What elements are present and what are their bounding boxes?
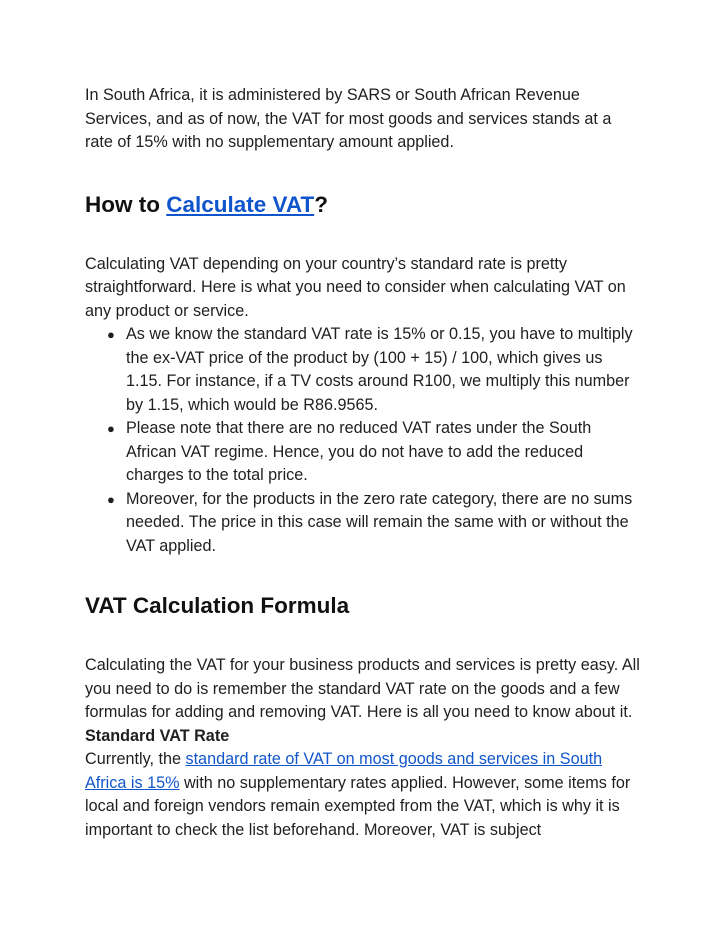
standard-rate-prefix: Currently, the (85, 750, 186, 768)
calculate-vat-link[interactable]: Calculate VAT (166, 191, 315, 217)
standard-rate-link[interactable]: standard rate of VAT on most goods and services in South Africa is 15% (85, 750, 603, 792)
standard-rate-suffix: with no supplementary rates applied. However, some items for local and foreign vendors remain exempted from the VAT, which is why it is important to check the list beforehand. Moreover, VAT is subject (85, 773, 631, 839)
list-item-text: Please note that there are no reduced VAT rates under the South African VAT regime. Hence, you do not have to add the reduced charges to the total price. (126, 419, 592, 484)
bullet-icon: ● (107, 327, 115, 342)
heading-prefix: How to (85, 191, 167, 217)
list-item (85, 417, 641, 488)
standard-vat-rate-subheading: Standard VAT Rate (85, 726, 230, 745)
formula-paragraph: Calculating the VAT for your business products and services is pretty easy. All you need to do is remember the standard VAT rate on the goods and a few formulas for adding and removing VAT. Here is all you need to know about it. (85, 656, 640, 721)
vat-steps-list (85, 323, 641, 558)
list-item-text: As we know the standard VAT rate is 15% or 0.15, you have to multiply the ex-VAT price of the product by (100 + 15) / 100, which gives us 1.15. For instance, if a TV costs around R100, we multiply this number by 1.15, which would be R86.9565. (126, 325, 633, 414)
intro-paragraph: In South Africa, it is administered by SARS or South African Revenue Services, and as of now, the VAT for most goods and services stands at a rate of 15% with no supplementary amount applied. (85, 86, 612, 151)
bullet-icon: ● (107, 421, 115, 436)
list-item-text: Moreover, for the products in the zero rate category, there are no sums needed. The price in this case will remain the same with or without the VAT applied. (126, 489, 633, 555)
standard-rate-paragraph (85, 748, 641, 842)
list-item (85, 323, 641, 417)
heading-vat-calculation-formula: VAT Calculation Formula (85, 593, 350, 618)
list-item (85, 488, 641, 559)
heading-suffix: ? (314, 191, 328, 217)
heading-how-to-calculate-vat (85, 190, 641, 220)
document-page (85, 84, 641, 842)
calculating-vat-paragraph: Calculating VAT depending on your country’s standard rate is pretty straightforward. Here is what you need to consider when calculating VAT on any product or service. (85, 254, 626, 320)
bullet-icon: ● (107, 491, 115, 507)
